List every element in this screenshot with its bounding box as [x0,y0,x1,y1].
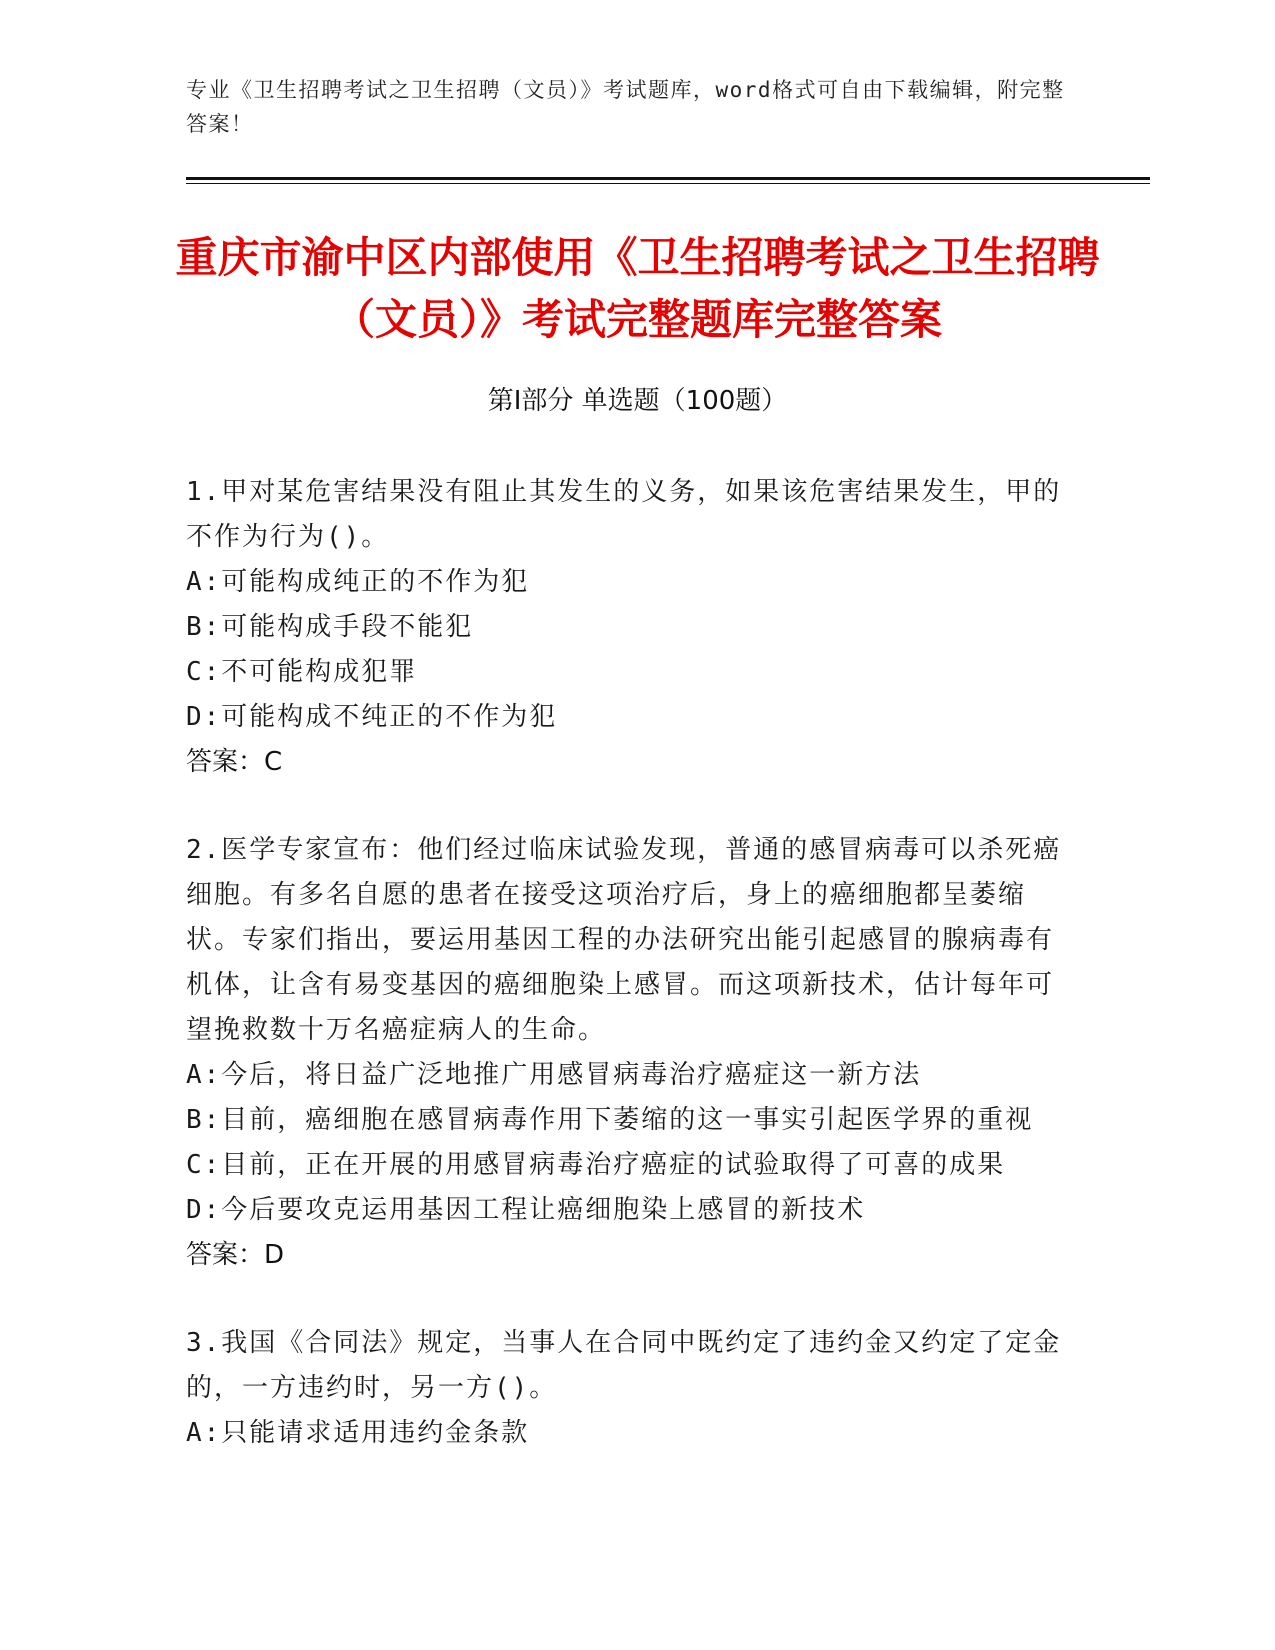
document-title: 重庆市渝中区内部使用《卫生招聘考试之卫生招聘（文员）》考试完整题库完整答案 [175,233,1100,344]
question-3 [186,1321,1066,1456]
answer-label: 答案： [186,1240,265,1270]
question-1 [186,470,1066,785]
answer-line [186,1233,1066,1278]
option-c: C:目前，正在开展的用感冒病毒治疗癌症的试验取得了可喜的成果 [186,1150,1006,1180]
answer-value: C [264,747,283,777]
option-d: D:今后要攻克运用基因工程让癌细胞染上感冒的新技术 [186,1195,866,1225]
answer-value: D [264,1240,285,1270]
option-d: D:可能构成不纯正的不作为犯 [186,702,558,732]
answer-label: 答案： [186,747,265,777]
question-text: 2.医学专家宣布：他们经过临床试验发现，普通的感冒病毒可以杀死癌细胞。有多名自愿的患者在接受这项治疗后，身上的癌细胞都呈萎缩状。专家们指出，要运用基因工程的办法研究出能引起感冒的腺病毒有机体，让含有易变基因的癌细胞染上感冒。而这项新技术，估计每年可望挽救数十万名癌症病人的生命。 [186,835,1062,1045]
option-c: C:不可能构成犯罪 [186,657,418,687]
header-divider-thick [186,177,1150,180]
question-text: 3.我国《合同法》规定，当事人在合同中既约定了违约金又约定了定金的，一方违约时，另一方()。 [186,1328,1062,1403]
option-b: B:可能构成手段不能犯 [186,612,474,642]
option-a: A:只能请求适用违约金条款 [186,1418,530,1448]
header-divider-thin [186,183,1150,184]
option-a: A:今后，将日益广泛地推广用感冒病毒治疗癌症这一新方法 [186,1060,922,1090]
header-note: 专业《卫生招聘考试之卫生招聘（文员）》考试题库，word格式可自由下载编辑，附完整答案！ [186,78,1065,136]
question-list [186,470,1066,1499]
option-a: A:可能构成纯正的不作为犯 [186,567,530,597]
section-title: 第Ⅰ部分 单选题（100题） [487,386,788,416]
option-b: B:目前，癌细胞在感冒病毒作用下萎缩的这一事实引起医学界的重视 [186,1105,1034,1135]
question-text: 1.甲对某危害结果没有阻止其发生的义务，如果该危害结果发生，甲的不作为行为()。 [186,477,1062,552]
answer-line [186,740,1066,785]
question-2 [186,828,1066,1278]
